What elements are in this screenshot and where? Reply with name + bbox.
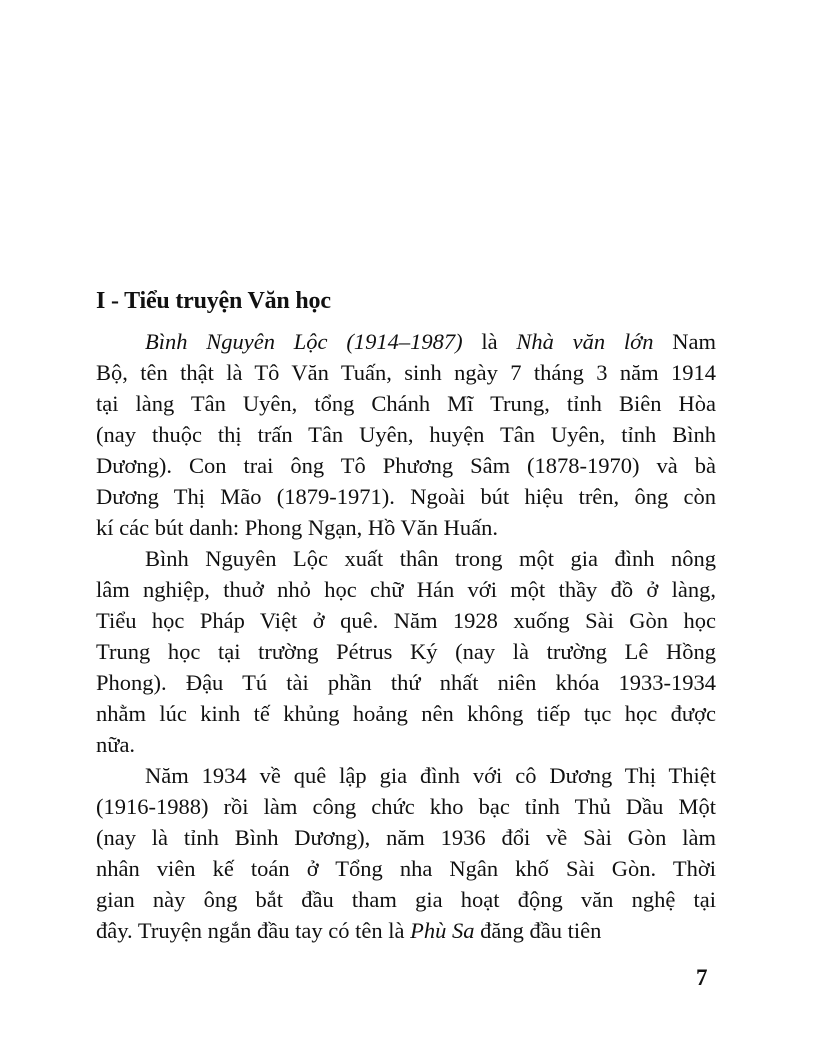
italic-text: Bình Nguyên Lộc (1914–1987) [145,329,463,354]
text-line [96,638,716,666]
text-run: là [462,329,517,354]
text-line [96,359,716,387]
text-line [96,731,716,759]
text-run: đăng đầu tiên [474,918,602,943]
section-heading: I - Tiểu truyện Văn học [96,288,331,314]
text-line [96,793,716,821]
text-run: lâm nghiệp, thuở nhỏ học chữ Hán với một thầy đồ ở làng, [96,577,716,602]
text-run: (1916-1988) rồi làm công chức kho bạc tỉnh Thủ Dầu Một [96,794,716,819]
text-line [96,700,716,728]
book-page [96,0,716,1056]
text-run: nhân viên kế toán ở Tổng nha Ngân khố Sài Gòn. Thời [96,856,716,881]
text-line [96,855,716,883]
text-run: (nay thuộc thị trấn Tân Uyên, huyện Tân Uyên, tỉnh Bình [96,422,716,447]
text-line [96,669,716,697]
text-line [96,452,716,480]
text-run: Trung học tại trường Pétrus Ký (nay là trường Lê Hồng [96,639,716,664]
text-line [96,514,716,542]
text-run: tại làng Tân Uyên, tổng Chánh Mĩ Trung, tỉnh Biên Hòa [96,391,716,416]
text-run: Dương Thị Mão (1879-1971). Ngoài bút hiệu trên, ông còn [96,484,716,509]
text-run: Bộ, tên thật là Tô Văn Tuấn, sinh ngày 7 tháng 3 năm 1914 [96,360,716,385]
text-line [96,607,716,635]
text-run: gian này ông bắt đầu tham gia hoạt động văn nghệ tại [96,887,716,912]
text-run: Bình Nguyên Lộc xuất thân trong một gia đình nông [145,546,716,571]
italic-text: Phù Sa [410,918,475,943]
text-run: Dương). Con trai ông Tô Phương Sâm (1878-1970) và bà [96,453,716,478]
text-line [96,917,716,945]
text-line [96,483,716,511]
text-run: Năm 1934 về quê lập gia đình với cô Dương Thị Thiệt [145,763,716,788]
text-line [145,762,716,790]
text-line [96,886,716,914]
text-run: nữa. [96,732,136,757]
text-run: đây. Truyện ngắn đầu tay có tên là [96,918,411,943]
text-line [145,328,716,356]
text-run: Tiểu học Pháp Việt ở quê. Năm 1928 xuống Sài Gòn học [96,608,716,633]
italic-text: Nhà văn lớn [516,329,654,354]
text-run: kí các bút danh: Phong Ngạn, Hồ Văn Huấn. [96,515,499,540]
text-line [96,421,716,449]
text-run: Nam [653,329,716,354]
text-line [96,576,716,604]
text-run: nhằm lúc kinh tế khủng hoảng nên không tiếp tục học được [96,701,716,726]
text-line [96,390,716,418]
text-run: Phong). Đậu Tú tài phần thứ nhất niên khóa 1933-1934 [96,670,716,695]
text-line [96,824,716,852]
page-number: 7 [696,965,708,990]
text-run: (nay là tỉnh Bình Dương), năm 1936 đổi về Sài Gòn làm [96,825,716,850]
text-line [145,545,716,573]
